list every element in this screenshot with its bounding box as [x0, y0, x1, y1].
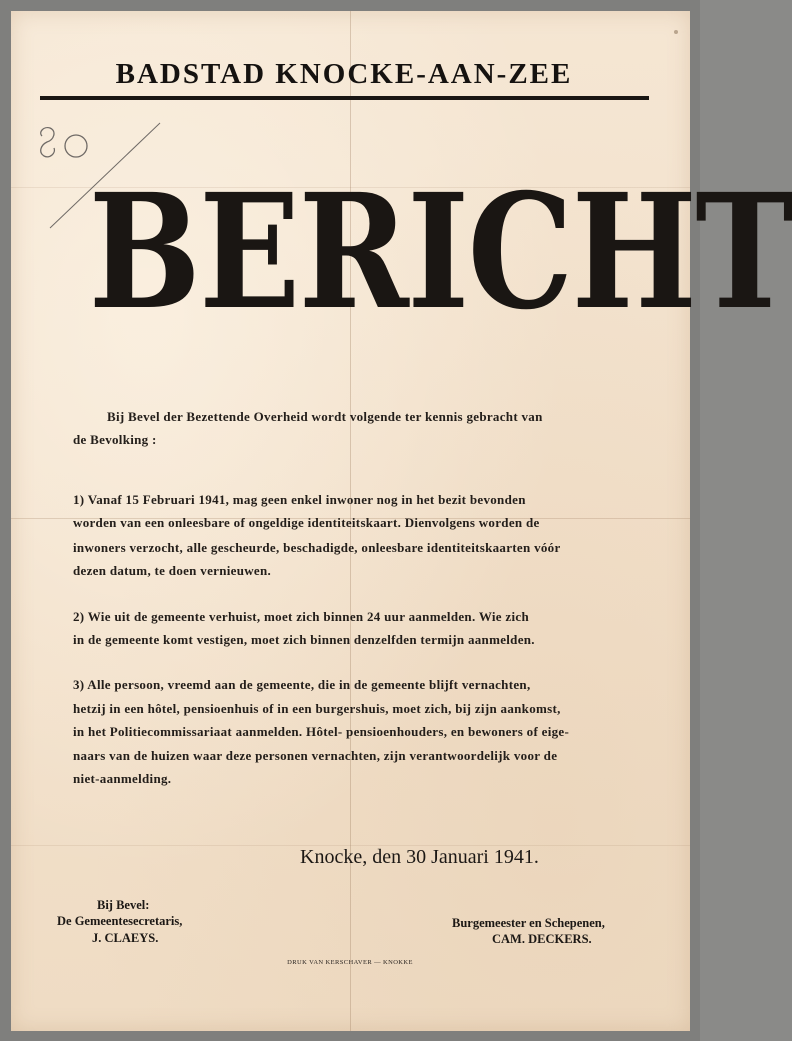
left-signature-line-1: Bij Bevel:: [97, 898, 150, 912]
paragraph-1-line-4: dezen datum, te doen vernieuwen.: [73, 563, 272, 578]
left-signature-name: J. CLAEYS.: [92, 931, 159, 945]
paragraph-3-line-4: naars van de huizen waar deze personen vernachten, zijn verantwoordelijk voor de: [73, 748, 558, 763]
intro-line-1: Bij Bevel der Bezettende Overheid wordt volgende ter kennis gebracht van: [107, 409, 543, 424]
paragraph-2-line-1: 2) Wie uit de gemeente verhuist, moet zich binnen 24 uur aanmelden. Wie zich: [73, 609, 530, 624]
paragraph-1-line-3: inwoners verzocht, alle gescheurde, beschadigde, onleesbare identiteitskaarten vóór: [73, 540, 561, 555]
stain-mark: [674, 30, 678, 34]
right-signature-name: CAM. DECKERS.: [492, 932, 592, 946]
poster-header: BADSTAD KNOCKE-AAN-ZEE: [115, 58, 573, 90]
header-rule: [40, 96, 649, 100]
printer-imprint: DRUK VAN KERSCHAVER — KNOKKE: [287, 959, 413, 966]
paragraph-3-line-3: in het Politiecommissariaat aanmelden. Hôtel- pensioenhouders, en bewoners of eige-: [73, 724, 570, 739]
paragraph-3-line-2: hetzij in een hôtel, pensioenhuis of in een burgershuis, moet zich, bij zijn aankomst,: [73, 701, 561, 716]
paragraph-2-line-2: in de gemeente komt vestigen, moet zich binnen denzelfden termijn aanmelden.: [73, 632, 535, 647]
paragraph-3-line-5: niet-aanmelding.: [73, 771, 172, 786]
date-line: Knocke, den 30 Januari 1941.: [300, 846, 539, 868]
paragraph-1-line-2: worden van een onleesbare of ongeldige identiteitskaart. Dienvolgens worden de: [73, 515, 540, 530]
paragraph-1-line-1: 1) Vanaf 15 Februari 1941, mag geen enkel inwoner nog in het bezit bevonden: [73, 492, 526, 507]
left-signature-line-2: De Gemeentesecretaris,: [57, 914, 183, 928]
paragraph-3-line-1: 3) Alle persoon, vreemd aan de gemeente, die in de gemeente blijft vernachten,: [73, 677, 531, 692]
poster-title: BERICHT: [88, 160, 792, 345]
intro-line-2: de Bevolking :: [73, 432, 157, 447]
right-signature-line-1: Burgemeester en Schepenen,: [452, 916, 605, 930]
